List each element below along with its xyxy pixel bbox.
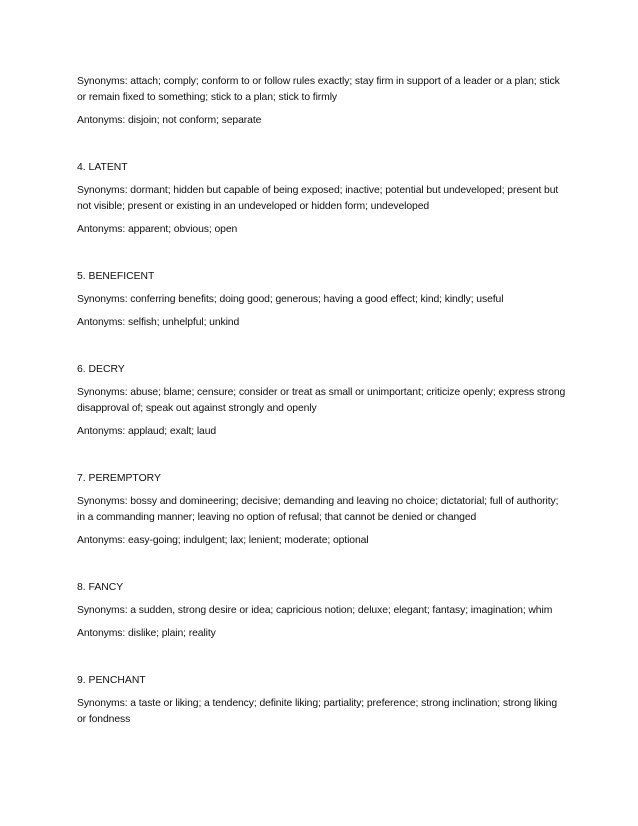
entry-heading: 9. PENCHANT [77, 675, 146, 686]
antonyms-text: Antonyms: applaud; exalt; laud [77, 426, 217, 437]
synonyms-text: Synonyms: abuse; blame; censure; consider or treat as small or unimportant; criticize openly; express strong disapproval of; speak out against strongly and openly [77, 387, 566, 414]
entry-heading: 7. PEREMPTORY [77, 473, 161, 484]
antonyms-text: Antonyms: easy-going; indulgent; lax; lenient; moderate; optional [77, 535, 369, 546]
synonyms-text: Synonyms: bossy and domineering; decisive; demanding and leaving no choice; dictatorial; full of authority; in a commanding manner; leaving no option of refusal; that cannot be denied or changed [77, 496, 559, 523]
antonyms-text: Antonyms: dislike; plain; reality [77, 628, 216, 639]
entry-intro [77, 74, 567, 129]
entry-penchant [77, 673, 567, 728]
synonyms-text: Synonyms: a taste or liking; a tendency; definite liking; partiality; preference; strong inclination; strong liking or fondness [77, 698, 558, 725]
entry-heading: 8. FANCY [77, 582, 124, 593]
entry-heading: 4. LATENT [77, 162, 128, 173]
entry-latent [77, 160, 567, 238]
synonyms-text: Synonyms: dormant; hidden but capable of being exposed; inactive; potential but undeveloped; present but not visible; present or existing in an undeveloped or hidden form; undeveloped [77, 185, 559, 212]
entry-peremptory [77, 471, 567, 549]
antonyms-text: Antonyms: disjoin; not conform; separate [77, 115, 262, 126]
antonyms-text: Antonyms: apparent; obvious; open [77, 224, 238, 235]
entry-heading: 5. BENEFICENT [77, 271, 155, 282]
entry-heading: 6. DECRY [77, 364, 125, 375]
entry-fancy [77, 580, 567, 642]
synonyms-text: Synonyms: attach; comply; conform to or follow rules exactly; stay firm in support of a leader or a plan; stick or remain fixed to something; stick to a plan; stick to firmly [77, 76, 560, 103]
synonyms-text: Synonyms: a sudden, strong desire or idea; capricious notion; deluxe; elegant; fantasy; imagination; whim [77, 605, 553, 616]
antonyms-text: Antonyms: selfish; unhelpful; unkind [77, 317, 240, 328]
entry-beneficent [77, 269, 567, 331]
entry-decry [77, 362, 567, 440]
synonyms-text: Synonyms: conferring benefits; doing good; generous; having a good effect; kind; kindly; useful [77, 294, 504, 305]
document-content [77, 74, 567, 728]
